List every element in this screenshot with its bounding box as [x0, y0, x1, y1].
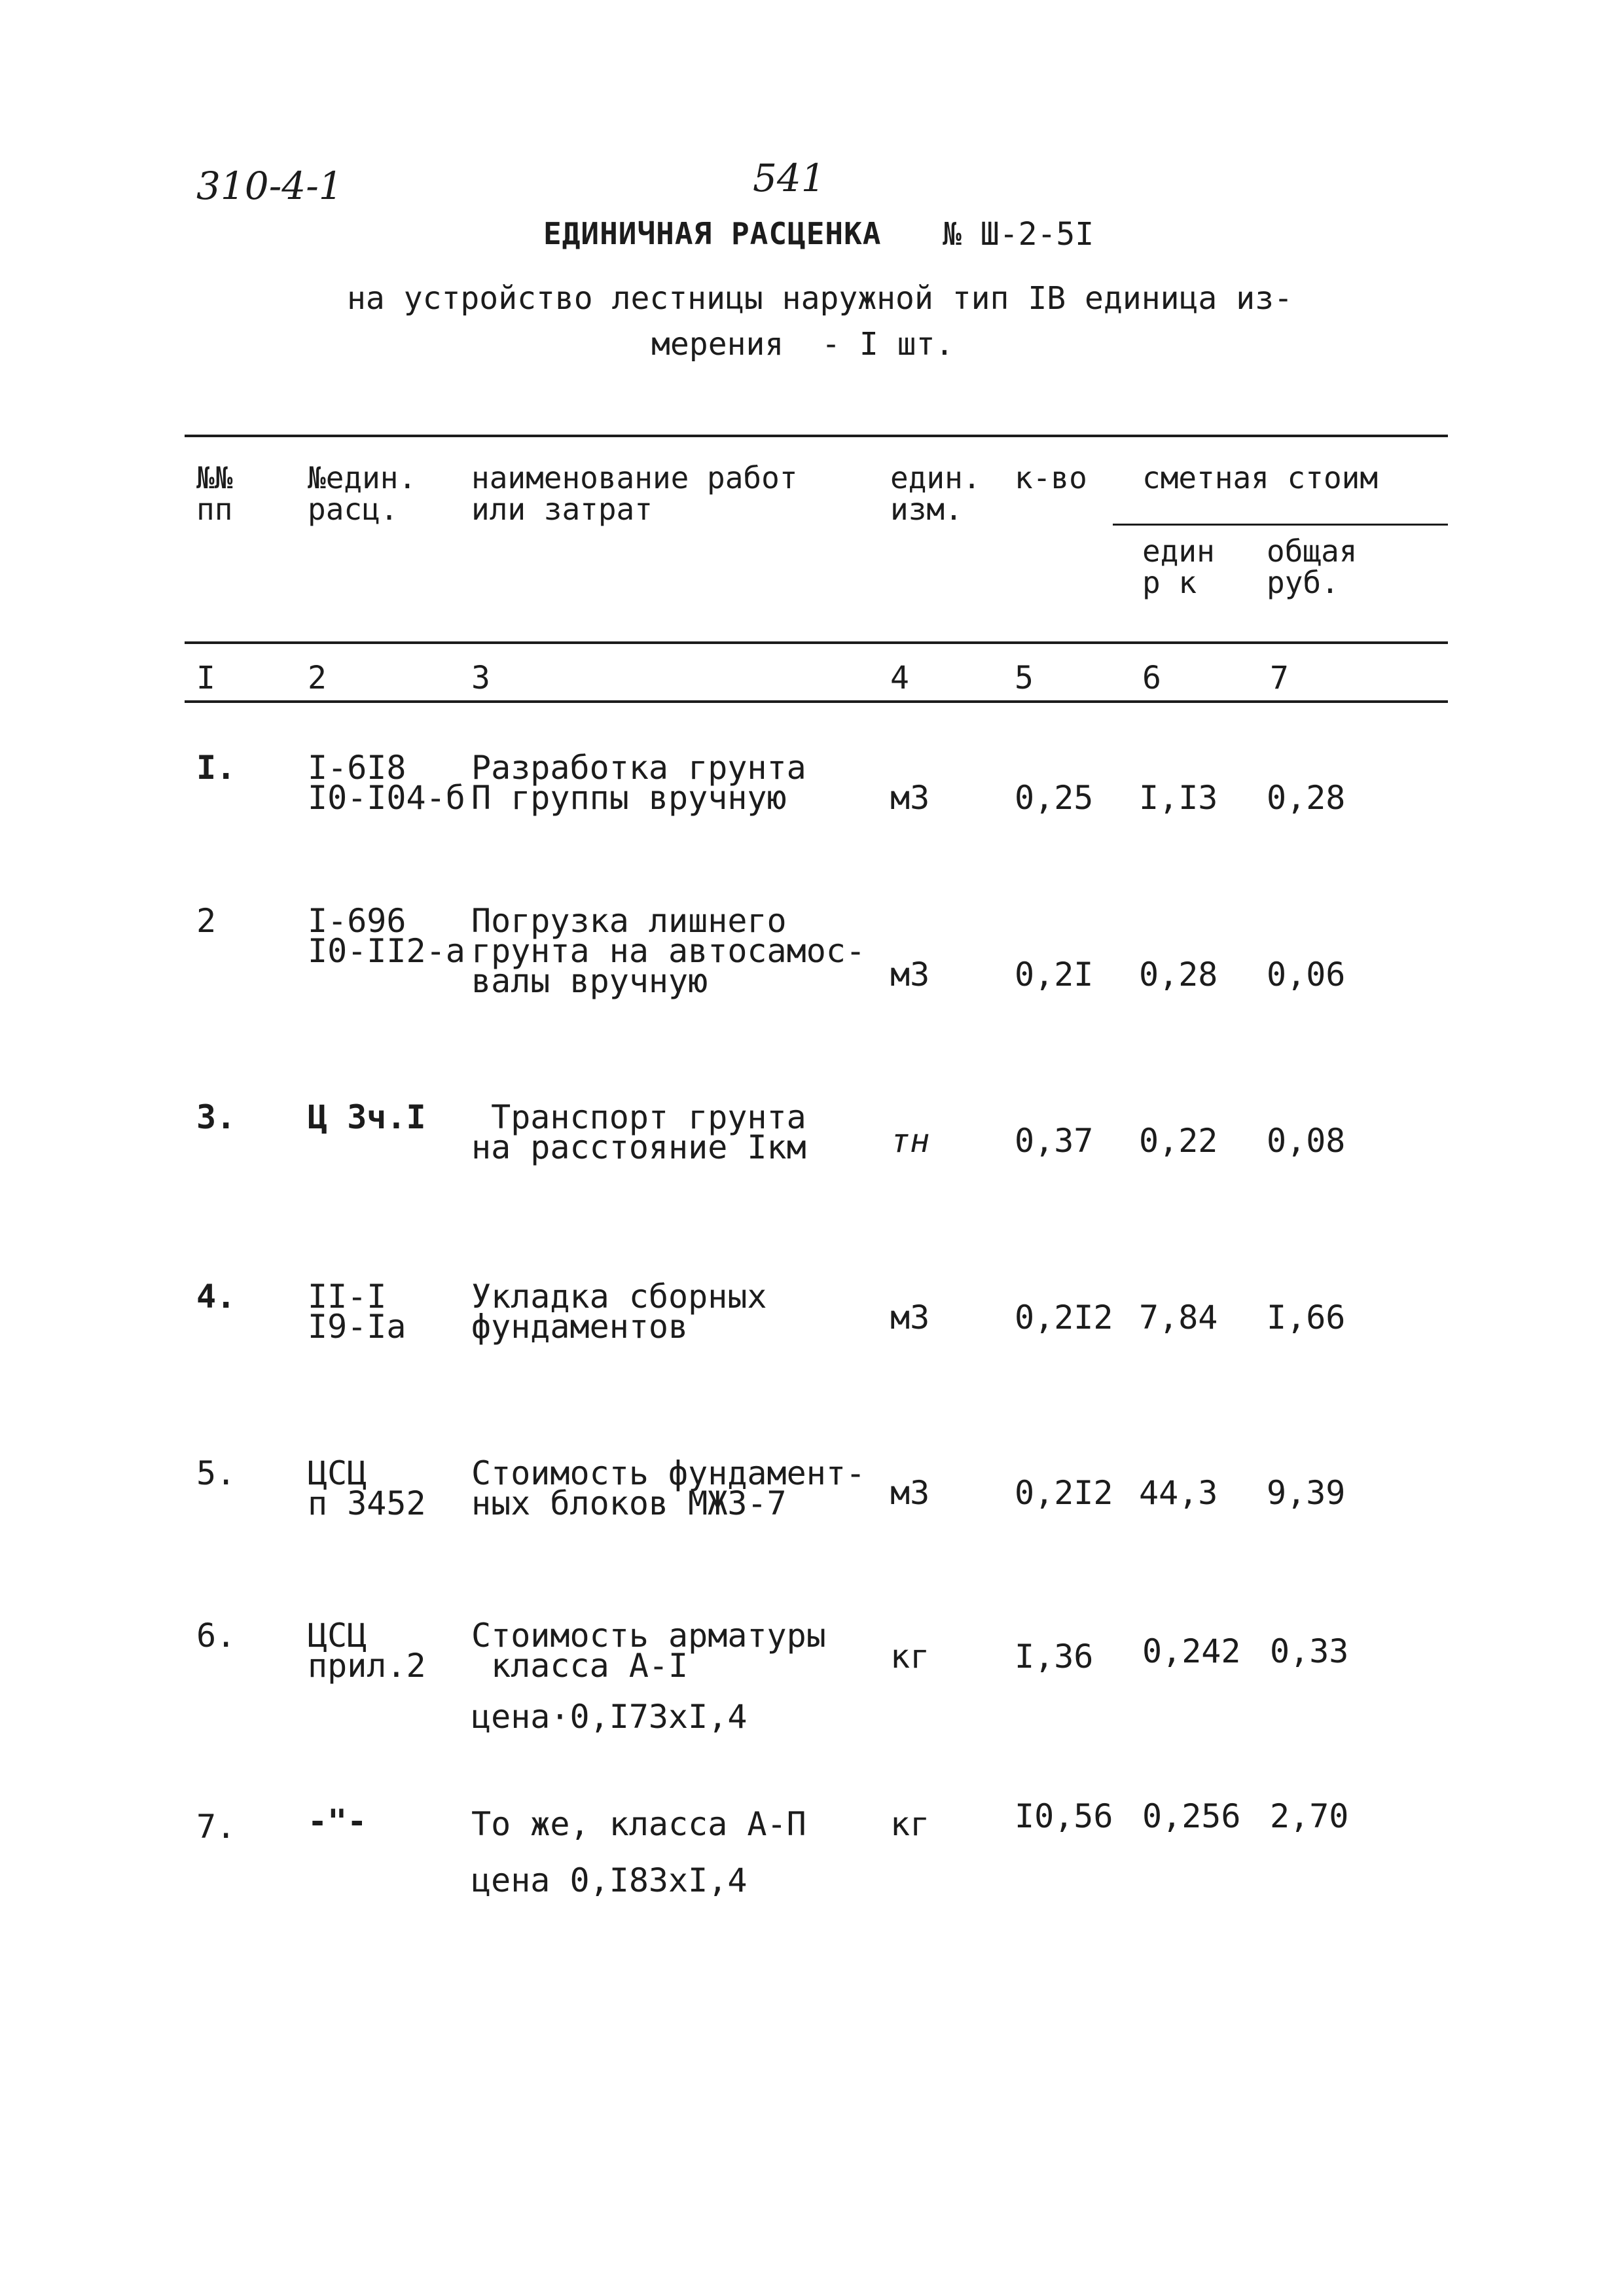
unit: м3: [890, 1299, 930, 1336]
unit-cost: 0,256: [1142, 1797, 1241, 1835]
rate-code: Ц 3ч.I: [308, 1098, 426, 1136]
quantity: I0,56: [1015, 1797, 1113, 1835]
total-cost: 0,28: [1267, 779, 1346, 817]
unit: м3: [890, 956, 930, 994]
column-number: 4: [890, 660, 909, 696]
column-number: 3: [471, 660, 490, 696]
unit: кг: [890, 1805, 930, 1843]
row-number: 4.: [196, 1278, 236, 1316]
document-subtitle-line2: мерения - I шт.: [651, 326, 954, 363]
unit: кг: [890, 1638, 930, 1676]
header-total-cost: общая руб.: [1267, 533, 1358, 600]
document-number: № Ш-2-5I: [943, 216, 1094, 253]
row-number: 2: [196, 902, 217, 940]
header-estimated-cost: сметная стоим: [1142, 460, 1379, 495]
header-bottom-rule: [185, 641, 1448, 644]
unit-cost: 7,84: [1139, 1299, 1218, 1336]
total-cost: I,66: [1267, 1299, 1346, 1336]
work-name: Разработка грунта П группы вручную: [471, 749, 806, 817]
quantity: 0,2I2: [1015, 1299, 1113, 1336]
document-subtitle-line1: на устройство лестницы наружной тип IВ единица из-: [347, 280, 1293, 317]
column-numbers-rule: [185, 700, 1448, 703]
work-name: Погрузка лишнего грунта на автосамос- валы вручную: [471, 902, 866, 1000]
header-quantity: к-во: [1015, 460, 1087, 495]
header-rate-code: №един. расц.: [308, 460, 417, 527]
column-number: 6: [1142, 660, 1161, 696]
total-cost: 0,08: [1267, 1122, 1346, 1160]
row-number: 5.: [196, 1454, 236, 1492]
work-name: Стоимость арматуры класса А-I: [471, 1617, 826, 1685]
work-name: Транспорт грунта на расстояние Iкм: [471, 1098, 806, 1166]
rate-code: I-6I8 I0-I04-б: [308, 749, 465, 817]
work-name: Стоимость фундамент- ных блоков МЖЗ-7: [471, 1454, 866, 1522]
unit: м3: [890, 779, 930, 817]
header-row-number: №№ пп: [196, 460, 233, 527]
row-number: 3.: [196, 1098, 236, 1136]
column-number: 2: [308, 660, 327, 696]
unit-cost: 0,22: [1139, 1122, 1218, 1160]
rate-code: -"-: [308, 1803, 367, 1840]
document-title: ЕДИНИЧНАЯ РАСЦЕНКА: [543, 216, 882, 251]
work-name: То же, класса А-П: [471, 1805, 806, 1843]
total-cost: 0,06: [1267, 956, 1346, 994]
rate-code: ЦСЦ прил.2: [308, 1617, 426, 1685]
header-work-name: наименование работ или затрат: [471, 460, 798, 527]
header-unit: един. изм.: [890, 460, 981, 527]
column-number: I: [196, 660, 215, 696]
header-unit-cost: един р к: [1142, 533, 1215, 600]
quantity: 0,2I2: [1015, 1474, 1113, 1512]
cost-header-rule: [1113, 524, 1448, 526]
rate-code: ЦСЦ п 3452: [308, 1454, 426, 1522]
unit-cost: 0,242: [1142, 1632, 1241, 1670]
unit-cost: 0,28: [1139, 956, 1218, 994]
unit-cost: I,I3: [1139, 779, 1218, 817]
unit: м3: [890, 1474, 930, 1512]
price-note: цена·0,I73хI,4: [471, 1698, 748, 1736]
quantity: 0,25: [1015, 779, 1094, 817]
total-cost: 0,33: [1270, 1632, 1349, 1670]
row-number: I.: [196, 749, 236, 787]
unit-cost: 44,3: [1139, 1474, 1218, 1512]
column-number: 7: [1270, 660, 1289, 696]
rate-code: I-696 I0-II2-а: [308, 902, 465, 970]
row-number: 7.: [196, 1808, 236, 1846]
total-cost: 2,70: [1270, 1797, 1349, 1835]
row-number: 6.: [196, 1617, 236, 1655]
quantity: 0,2I: [1015, 956, 1094, 994]
handwritten-code: 310-4-1: [196, 164, 343, 208]
work-name: Укладка сборных фундаментов: [471, 1278, 767, 1346]
quantity: 0,37: [1015, 1122, 1094, 1160]
price-note: цена 0,I83хI,4: [471, 1861, 748, 1899]
column-number: 5: [1015, 660, 1034, 696]
table-top-rule: [185, 435, 1448, 437]
quantity: I,36: [1015, 1638, 1094, 1676]
total-cost: 9,39: [1267, 1474, 1346, 1512]
rate-code: II-I I9-Iа: [308, 1278, 406, 1346]
handwritten-page-number: 541: [753, 156, 825, 200]
unit: тн: [890, 1122, 930, 1160]
